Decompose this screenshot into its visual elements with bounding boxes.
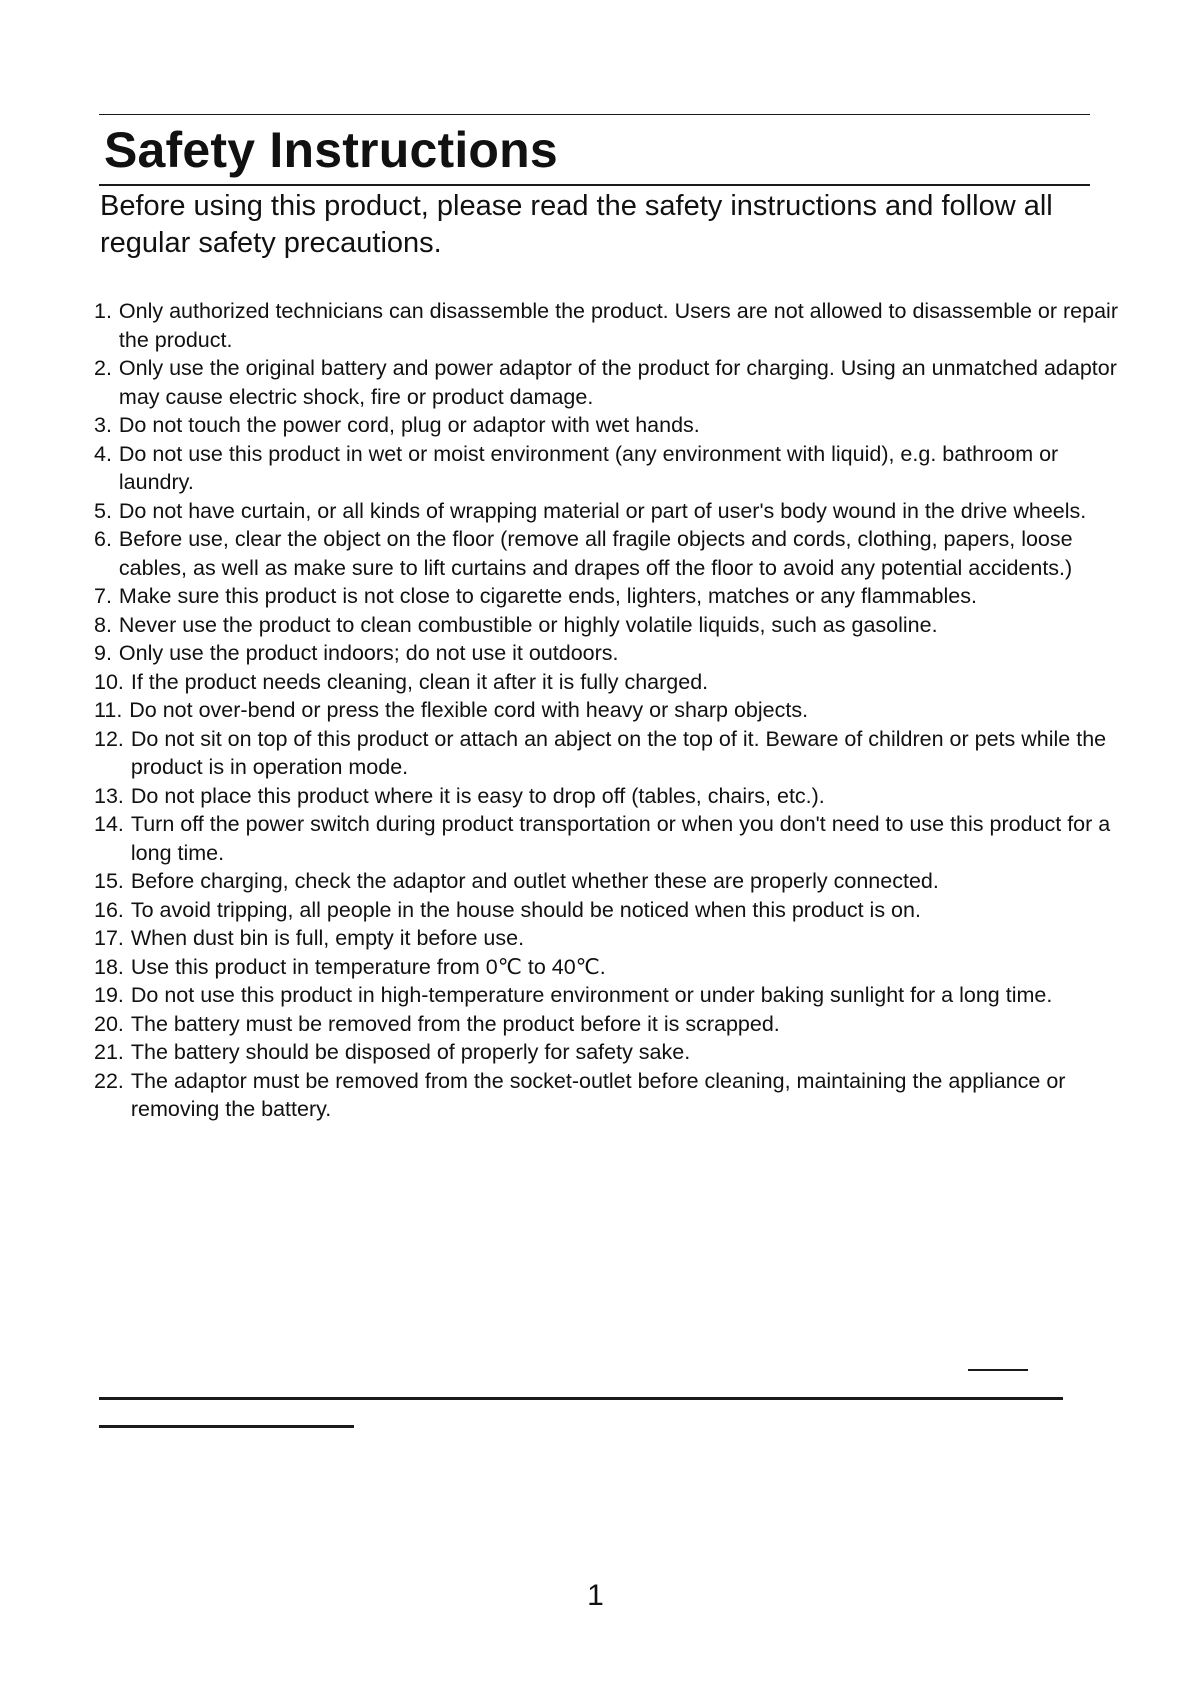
- title-underline-rule: [99, 184, 1090, 186]
- list-item-number: 21.: [94, 1040, 130, 1064]
- list-item-number: 20.: [94, 1011, 130, 1036]
- list-item: [94, 725, 1124, 782]
- page-title: Safety Instructions: [104, 122, 558, 178]
- list-item: [94, 611, 1124, 640]
- list-item-text: The battery should be disposed of properly for safety sake.: [130, 1040, 691, 1064]
- list-item-number: 22.: [94, 1068, 130, 1093]
- list-item: [94, 924, 1124, 953]
- list-item-text: Before use, clear the object on the floor (remove all fragile objects and cords, clothing, papers, loose cables, as well as make sure to lift curtains and drapes off the floor to avoid any potential accidents.): [118, 527, 1073, 580]
- list-item: [94, 497, 1124, 526]
- list-item-number: 6.: [94, 527, 118, 551]
- safety-instruction-list: [94, 297, 1124, 1124]
- list-item: [94, 297, 1124, 354]
- list-item: [94, 440, 1124, 497]
- top-rule: [99, 114, 1090, 115]
- list-item: [94, 896, 1124, 925]
- list-item: [94, 953, 1124, 982]
- bottom-short-rule: [99, 1425, 354, 1428]
- list-item-number: 2.: [94, 356, 118, 380]
- list-item-text: Make sure this product is not close to cigarette ends, lighters, matches or any flammables.: [118, 584, 977, 608]
- list-item-number: 15.: [94, 869, 130, 893]
- list-item-number: 4.: [94, 441, 118, 466]
- list-item-text: If the product needs cleaning, clean it after it is fully charged.: [130, 669, 709, 694]
- list-item-number: 8.: [94, 612, 118, 637]
- list-item-number: 17.: [94, 926, 130, 950]
- list-item-text: Never use the product to clean combustible or highly volatile liquids, such as gasoline.: [118, 612, 938, 637]
- list-item-text: Turn off the power switch during product transportation or when you don't need to use this product for a long time.: [130, 812, 1111, 865]
- list-item: [94, 1067, 1124, 1124]
- list-item: [94, 1010, 1124, 1039]
- list-item-text: Do not have curtain, or all kinds of wrapping material or part of user's body wound in the drive wheels.: [118, 498, 1087, 523]
- list-item-text: Do not touch the power cord, plug or adaptor with wet hands.: [118, 413, 700, 437]
- list-item: [94, 411, 1124, 440]
- list-item-text: Only authorized technicians can disassemble the product. Users are not allowed to disassemble or repair the product.: [118, 299, 1118, 352]
- list-item-number: 12.: [94, 726, 130, 751]
- list-item-number: 10.: [94, 669, 130, 694]
- list-item-text: Only use the original battery and power adaptor of the product for charging. Using an unmatched adaptor may cause electric shock, fire or product damage.: [118, 356, 1117, 409]
- list-item-text: Do not over-bend or press the flexible cord with heavy or sharp objects.: [129, 698, 809, 722]
- list-item: [94, 867, 1124, 896]
- list-item-number: 7.: [94, 584, 118, 608]
- list-item-number: 19.: [94, 983, 130, 1007]
- list-item-text: To avoid tripping, all people in the house should be noticed when this product is on.: [130, 897, 921, 922]
- list-item-number: 5.: [94, 498, 118, 523]
- list-item-text: When dust bin is full, empty it before use.: [130, 926, 525, 950]
- list-item-text: Do not use this product in high-temperature environment or under baking sunlight for a long time.: [130, 983, 1053, 1007]
- list-item: [94, 668, 1124, 697]
- bottom-long-rule: [99, 1397, 1063, 1400]
- list-item: [94, 810, 1124, 867]
- list-item-text: Do not sit on top of this product or attach an abject on the top of it. Beware of children or pets while the product is in operation mode.: [130, 726, 1107, 779]
- intro-paragraph: Before using this product, please read the safety instructions and follow all regular safety precautions.: [100, 190, 1053, 259]
- list-item: [94, 696, 1124, 725]
- list-item-text: Do not place this product where it is easy to drop off (tables, chairs, etc.).: [130, 783, 825, 808]
- list-item: [94, 582, 1124, 611]
- list-item: [94, 525, 1124, 582]
- list-item-text: Do not use this product in wet or moist environment (any environment with liquid), e.g. bathroom or laundry.: [118, 441, 1059, 494]
- list-item: [94, 1038, 1124, 1067]
- list-item-text: Before charging, check the adaptor and outlet whether these are properly connected.: [130, 869, 939, 893]
- list-item: [94, 782, 1124, 811]
- list-item-number: 16.: [94, 897, 130, 922]
- page-number: 1: [587, 1579, 604, 1612]
- list-item-number: 3.: [94, 413, 118, 437]
- list-item-number: 18.: [94, 954, 130, 979]
- list-item-number: 13.: [94, 783, 130, 808]
- list-item-number: 11.: [94, 698, 129, 722]
- list-item-number: 14.: [94, 812, 130, 836]
- list-item: [94, 981, 1124, 1010]
- short-right-rule: [968, 1369, 1028, 1371]
- list-item: [94, 639, 1124, 668]
- list-item-text: The battery must be removed from the product before it is scrapped.: [130, 1011, 780, 1036]
- list-item-number: 9.: [94, 641, 118, 665]
- list-item: [94, 354, 1124, 411]
- list-item-text: The adaptor must be removed from the socket-outlet before cleaning, maintaining the appliance or removing the battery.: [130, 1068, 1066, 1121]
- list-item-number: 1.: [94, 299, 118, 323]
- list-item-text: Only use the product indoors; do not use it outdoors.: [118, 641, 619, 665]
- list-item-text: Use this product in temperature from 0℃ to 40℃.: [130, 954, 606, 979]
